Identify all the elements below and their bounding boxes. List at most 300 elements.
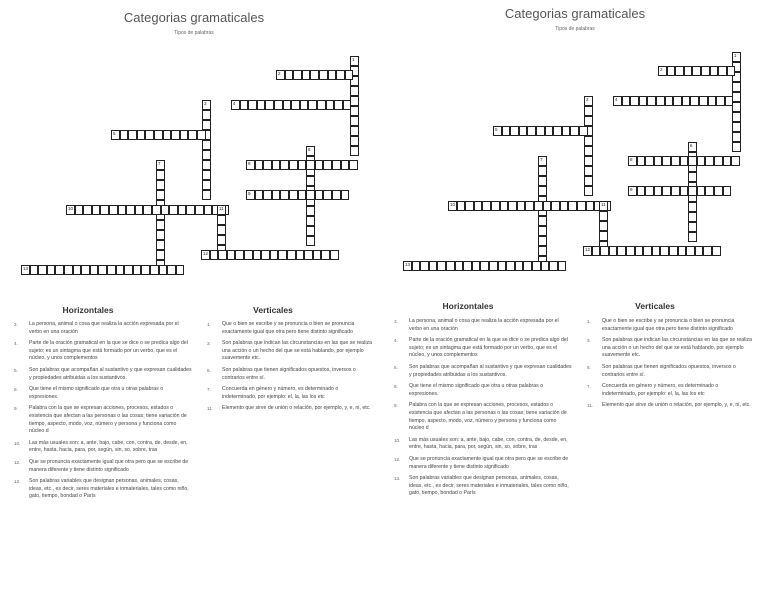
grid-cell[interactable] [289, 190, 298, 200]
grid-cell[interactable] [145, 130, 154, 140]
grid-cell[interactable] [326, 100, 335, 110]
grid-cell[interactable] [510, 126, 519, 136]
grid-cell[interactable] [202, 180, 211, 190]
grid-cell[interactable] [328, 70, 337, 80]
grid-cell[interactable] [246, 190, 255, 200]
grid-cell[interactable] [116, 265, 125, 275]
grid-cell[interactable] [688, 212, 697, 222]
grid-cell[interactable] [306, 146, 315, 156]
cell-number: 12 [585, 246, 591, 252]
grid-cell[interactable] [202, 140, 211, 150]
grid-cell[interactable] [253, 250, 262, 260]
grid-cell[interactable] [202, 160, 211, 170]
grid-cell[interactable] [705, 156, 714, 166]
grid-cell[interactable] [276, 70, 285, 80]
grid-cell[interactable] [538, 166, 547, 176]
grid-cell[interactable] [652, 246, 661, 256]
grid-cell[interactable] [315, 160, 324, 170]
grid-cell[interactable] [688, 156, 697, 166]
grid-cell[interactable] [545, 126, 554, 136]
grid-cell[interactable] [156, 240, 165, 250]
grid-cell[interactable] [217, 225, 226, 235]
grid-cell[interactable] [81, 265, 90, 275]
grid-cell[interactable] [73, 265, 82, 275]
grid-cell[interactable] [732, 82, 741, 92]
grid-cell[interactable] [178, 205, 187, 215]
grid-cell[interactable] [626, 246, 635, 256]
grid-cell[interactable] [141, 265, 150, 275]
grid-cell[interactable] [315, 190, 324, 200]
grid-cell[interactable] [584, 96, 593, 106]
grid-cell[interactable] [732, 52, 741, 62]
grid-cell[interactable] [124, 265, 133, 275]
grid-cell[interactable] [493, 126, 502, 136]
grid-cell[interactable] [111, 130, 120, 140]
grid-cell[interactable] [261, 250, 270, 260]
grid-cell[interactable] [583, 246, 592, 256]
grid-cell[interactable] [671, 186, 680, 196]
grid-cell[interactable] [306, 176, 315, 186]
grid-cell[interactable] [536, 126, 545, 136]
grid-cell[interactable] [274, 100, 283, 110]
grid-cell[interactable] [188, 130, 197, 140]
grid-cell[interactable] [584, 116, 593, 126]
grid-cell[interactable] [263, 160, 272, 170]
grid-cell[interactable] [688, 172, 697, 182]
grid-cell[interactable] [538, 226, 547, 236]
grid-cell[interactable] [217, 215, 226, 225]
grid-cell[interactable] [47, 265, 56, 275]
grid-cell[interactable] [525, 201, 534, 211]
grid-cell[interactable] [538, 186, 547, 196]
grid-cell[interactable] [592, 246, 601, 256]
grid-cell[interactable] [64, 265, 73, 275]
grid-cell[interactable] [310, 70, 319, 80]
grid-cell[interactable] [551, 201, 560, 211]
grid-cell[interactable] [695, 246, 704, 256]
grid-cell[interactable] [647, 96, 656, 106]
grid-cell[interactable] [66, 205, 75, 215]
grid-cell[interactable] [718, 66, 727, 76]
grid-cell[interactable] [156, 190, 165, 200]
grid-cell[interactable] [159, 265, 168, 275]
grid-cell[interactable] [152, 205, 161, 215]
grid-cell[interactable] [635, 246, 644, 256]
grid-cell[interactable] [684, 66, 693, 76]
grid-cell[interactable] [332, 190, 341, 200]
grid-cell[interactable] [143, 205, 152, 215]
grid-cell[interactable] [135, 205, 144, 215]
grid-cell[interactable] [306, 216, 315, 226]
grid-cell[interactable] [156, 230, 165, 240]
grid-cell[interactable] [617, 246, 626, 256]
grid-cell[interactable] [508, 201, 517, 211]
grid-cell[interactable] [298, 190, 307, 200]
grid-cell[interactable] [678, 246, 687, 256]
grid-cell[interactable] [519, 126, 528, 136]
grid-cell[interactable] [306, 236, 315, 246]
grid-cell[interactable] [538, 246, 547, 256]
grid-cell[interactable] [195, 205, 204, 215]
grid-cell[interactable] [336, 70, 345, 80]
grid-cell[interactable] [217, 205, 226, 215]
grid-cell[interactable] [255, 160, 264, 170]
grid-cell[interactable] [727, 66, 736, 76]
grid-cell[interactable] [489, 261, 498, 271]
grid-cell[interactable] [532, 261, 541, 271]
grid-cell[interactable] [341, 160, 350, 170]
grid-cell[interactable] [584, 156, 593, 166]
grid-cell[interactable] [100, 205, 109, 215]
grid-cell[interactable] [549, 261, 558, 271]
grid-cell[interactable] [701, 66, 710, 76]
grid-cell[interactable] [690, 96, 699, 106]
grid-cell[interactable] [584, 106, 593, 116]
grid-cell[interactable] [714, 156, 723, 166]
grid-cell[interactable] [156, 180, 165, 190]
across-clue [14, 459, 192, 474]
grid-cell[interactable] [584, 146, 593, 156]
grid-cell[interactable] [202, 120, 211, 130]
grid-cell[interactable] [558, 261, 567, 271]
grid-cell[interactable] [350, 86, 359, 96]
grid-cell[interactable] [662, 186, 671, 196]
grid-cell[interactable] [204, 205, 213, 215]
grid-cell[interactable] [98, 265, 107, 275]
grid-cell[interactable] [350, 126, 359, 136]
grid-cell[interactable] [645, 156, 654, 166]
grid-cell[interactable] [272, 160, 281, 170]
grid-cell[interactable] [321, 250, 330, 260]
grid-cell[interactable] [613, 96, 622, 106]
grid-cell[interactable] [55, 265, 64, 275]
grid-cell[interactable] [255, 190, 264, 200]
grid-cell[interactable] [538, 216, 547, 226]
grid-cell[interactable] [154, 130, 163, 140]
grid-cell[interactable] [688, 232, 697, 242]
grid-cell[interactable] [306, 190, 315, 200]
grid-cell[interactable] [412, 261, 421, 271]
across-clues [14, 321, 192, 505]
clue-text: Palabra con la que se expresan acciones, procesos, estados o existencia que afectan a las personas o las cosas; tiene variación de tiempo, aspecto, modo, voz, número y persona y funciona como núcleo d [409, 402, 567, 432]
grid-cell[interactable] [161, 205, 170, 215]
grid-cell[interactable] [231, 100, 240, 110]
grid-cell[interactable] [688, 142, 697, 152]
grid-cell[interactable] [92, 205, 101, 215]
grid-cell[interactable] [202, 150, 211, 160]
grid-cell[interactable] [498, 261, 507, 271]
grid-cell[interactable] [429, 261, 438, 271]
grid-cell[interactable] [474, 201, 483, 211]
grid-cell[interactable] [289, 160, 298, 170]
grid-cell[interactable] [682, 96, 691, 106]
grid-cell[interactable] [285, 70, 294, 80]
grid-cell[interactable] [732, 122, 741, 132]
grid-cell[interactable] [272, 190, 281, 200]
grid-cell[interactable] [350, 146, 359, 156]
grid-cell[interactable] [637, 186, 646, 196]
grid-cell[interactable] [202, 100, 211, 110]
cell-number: 5 [495, 126, 498, 132]
grid-cell[interactable] [235, 250, 244, 260]
grid-cell[interactable] [482, 201, 491, 211]
grid-cell[interactable] [628, 156, 637, 166]
grid-cell[interactable] [675, 66, 684, 76]
grid-cell[interactable] [534, 201, 543, 211]
grid-cell[interactable] [527, 126, 536, 136]
grid-cell[interactable] [599, 221, 608, 231]
grid-cell[interactable] [680, 156, 689, 166]
grid-cell[interactable] [538, 176, 547, 186]
grid-cell[interactable] [732, 112, 741, 122]
grid-cell[interactable] [323, 190, 332, 200]
grid-cell[interactable] [186, 205, 195, 215]
grid-cell[interactable] [688, 222, 697, 232]
grid-cell[interactable] [673, 96, 682, 106]
grid-cell[interactable] [584, 176, 593, 186]
grid-cell[interactable] [570, 126, 579, 136]
grid-cell[interactable] [463, 261, 472, 271]
grid-cell[interactable] [128, 130, 137, 140]
grid-cell[interactable] [341, 190, 350, 200]
grid-cell[interactable] [448, 201, 457, 211]
grid-cell[interactable] [171, 130, 180, 140]
grid-cell[interactable] [218, 250, 227, 260]
grid-cell[interactable] [560, 201, 569, 211]
grid-cell[interactable] [319, 70, 328, 80]
grid-cell[interactable] [586, 201, 595, 211]
grid-cell[interactable] [176, 265, 185, 275]
grid-cell[interactable] [523, 261, 532, 271]
grid-cell[interactable] [133, 265, 142, 275]
grid-cell[interactable] [75, 205, 84, 215]
grid-cell[interactable] [308, 100, 317, 110]
across-clue [394, 475, 572, 498]
grid-cell[interactable] [541, 261, 550, 271]
grid-cell[interactable] [280, 160, 289, 170]
grid-cell[interactable] [662, 156, 671, 166]
grid-cell[interactable] [457, 201, 466, 211]
grid-cell[interactable] [665, 96, 674, 106]
grid-cell[interactable] [313, 250, 322, 260]
grid-cell[interactable] [637, 156, 646, 166]
grid-cell[interactable] [671, 156, 680, 166]
grid-cell[interactable] [712, 246, 721, 256]
grid-cell[interactable] [137, 130, 146, 140]
grid-cell[interactable] [643, 246, 652, 256]
grid-cell[interactable] [293, 70, 302, 80]
grid-cell[interactable] [306, 226, 315, 236]
grid-cell[interactable] [107, 265, 116, 275]
grid-cell[interactable] [639, 96, 648, 106]
grid-cell[interactable] [278, 250, 287, 260]
grid-cell[interactable] [244, 250, 253, 260]
grid-cell[interactable] [283, 100, 292, 110]
grid-cell[interactable] [660, 246, 669, 256]
grid-cell[interactable] [21, 265, 30, 275]
clue-number: 2. [394, 319, 398, 324]
grid-cell[interactable] [669, 246, 678, 256]
grid-cell[interactable] [156, 170, 165, 180]
grid-cell[interactable] [584, 136, 593, 146]
cell-number: 8 [630, 156, 633, 162]
grid-cell[interactable] [710, 66, 719, 76]
grid-cell[interactable] [577, 201, 586, 211]
grid-cell[interactable] [658, 66, 667, 76]
grid-cell[interactable] [83, 205, 92, 215]
grid-cell[interactable] [169, 205, 178, 215]
grid-cell[interactable] [90, 265, 99, 275]
grid-cell[interactable] [584, 166, 593, 176]
grid-cell[interactable] [688, 202, 697, 212]
grid-cell[interactable] [210, 250, 219, 260]
grid-cell[interactable] [156, 160, 165, 170]
grid-cell[interactable] [403, 261, 412, 271]
grid-cell[interactable] [317, 100, 326, 110]
grid-cell[interactable] [291, 100, 300, 110]
grid-cell[interactable] [332, 160, 341, 170]
grid-cell[interactable] [654, 156, 663, 166]
grid-cell[interactable] [437, 261, 446, 271]
grid-cell[interactable] [686, 246, 695, 256]
grid-cell[interactable] [553, 126, 562, 136]
grid-cell[interactable] [609, 246, 618, 256]
grid-cell[interactable] [265, 100, 274, 110]
grid-cell[interactable] [306, 160, 315, 170]
grid-cell[interactable] [579, 126, 588, 136]
grid-cell[interactable] [732, 142, 741, 152]
grid-cell[interactable] [420, 261, 429, 271]
grid-cell[interactable] [455, 261, 464, 271]
grid-cell[interactable] [472, 261, 481, 271]
grid-cell[interactable] [680, 186, 689, 196]
grid-cell[interactable] [296, 250, 305, 260]
grid-cell[interactable] [446, 261, 455, 271]
grid-cell[interactable] [240, 100, 249, 110]
grid-cell[interactable] [330, 250, 339, 260]
clue-text: La persona, animal o cosa que realiza la acción expresada por el verbo en una oración [29, 321, 179, 335]
grid-cell[interactable] [202, 170, 211, 180]
grid-cell[interactable] [515, 261, 524, 271]
grid-cell[interactable] [150, 265, 159, 275]
grid-cell[interactable] [731, 156, 740, 166]
grid-cell[interactable] [716, 96, 725, 106]
grid-cell[interactable] [599, 231, 608, 241]
grid-cell[interactable] [30, 265, 39, 275]
grid-cell[interactable] [227, 250, 236, 260]
grid-cell[interactable] [654, 186, 663, 196]
grid-cell[interactable] [201, 250, 210, 260]
grid-cell[interactable] [118, 205, 127, 215]
grid-cell[interactable] [350, 136, 359, 146]
grid-cell[interactable] [480, 261, 489, 271]
grid-cell[interactable] [350, 116, 359, 126]
grid-cell[interactable] [599, 211, 608, 221]
grid-cell[interactable] [599, 201, 608, 211]
grid-cell[interactable] [217, 235, 226, 245]
grid-cell[interactable] [697, 186, 706, 196]
grid-cell[interactable] [732, 132, 741, 142]
grid-cell[interactable] [562, 126, 571, 136]
grid-cell[interactable] [197, 130, 206, 140]
grid-cell[interactable] [725, 96, 734, 106]
grid-cell[interactable] [465, 201, 474, 211]
grid-cell[interactable] [287, 250, 296, 260]
grid-cell[interactable] [180, 130, 189, 140]
grid-cell[interactable] [538, 156, 547, 166]
grid-cell[interactable] [584, 186, 593, 196]
grid-cell[interactable] [345, 70, 354, 80]
grid-cell[interactable] [270, 250, 279, 260]
grid-cell[interactable] [628, 186, 637, 196]
grid-cell[interactable] [246, 160, 255, 170]
grid-cell[interactable] [302, 70, 311, 80]
grid-cell[interactable] [692, 66, 701, 76]
grid-cell[interactable] [543, 201, 552, 211]
grid-cell[interactable] [280, 190, 289, 200]
grid-cell[interactable] [723, 156, 732, 166]
grid-cell[interactable] [703, 246, 712, 256]
grid-cell[interactable] [502, 126, 511, 136]
grid-cell[interactable] [697, 156, 706, 166]
grid-cell[interactable] [491, 201, 500, 211]
grid-cell[interactable] [156, 220, 165, 230]
grid-cell[interactable] [645, 186, 654, 196]
grid-cell[interactable] [323, 160, 332, 170]
grid-cell[interactable] [630, 96, 639, 106]
grid-cell[interactable] [349, 160, 358, 170]
grid-cell[interactable] [248, 100, 257, 110]
grid-cell[interactable] [202, 190, 211, 200]
grid-cell[interactable] [622, 96, 631, 106]
grid-cell[interactable] [667, 66, 676, 76]
page-title: Categorias gramaticales [123, 10, 265, 25]
grid-cell[interactable] [38, 265, 47, 275]
grid-cell[interactable] [334, 100, 343, 110]
grid-cell[interactable] [306, 206, 315, 216]
grid-cell[interactable] [202, 110, 211, 120]
grid-cell[interactable] [167, 265, 176, 275]
grid-cell[interactable] [714, 186, 723, 196]
grid-cell[interactable] [263, 190, 272, 200]
grid-cell[interactable] [500, 201, 509, 211]
cell-number: 9 [630, 186, 633, 192]
grid-cell[interactable] [304, 250, 313, 260]
grid-cell[interactable] [600, 246, 609, 256]
grid-cell[interactable] [656, 96, 665, 106]
grid-cell[interactable] [723, 186, 732, 196]
grid-cell[interactable] [109, 205, 118, 215]
grid-cell[interactable] [343, 100, 352, 110]
clue-text: Elemento que sirve de unión o relación, por ejemplo, y, e, ni, etc. [222, 405, 371, 412]
grid-cell[interactable] [568, 201, 577, 211]
grid-cell[interactable] [126, 205, 135, 215]
grid-cell[interactable] [120, 130, 129, 140]
grid-cell[interactable] [350, 56, 359, 66]
grid-cell[interactable] [506, 261, 515, 271]
grid-cell[interactable] [298, 160, 307, 170]
grid-cell[interactable] [156, 250, 165, 260]
grid-cell[interactable] [705, 186, 714, 196]
grid-cell[interactable] [300, 100, 309, 110]
grid-cell[interactable] [688, 186, 697, 196]
grid-cell[interactable] [699, 96, 708, 106]
grid-cell[interactable] [163, 130, 172, 140]
grid-cell[interactable] [708, 96, 717, 106]
grid-cell[interactable] [257, 100, 266, 110]
grid-cell[interactable] [538, 236, 547, 246]
grid-cell[interactable] [517, 201, 526, 211]
